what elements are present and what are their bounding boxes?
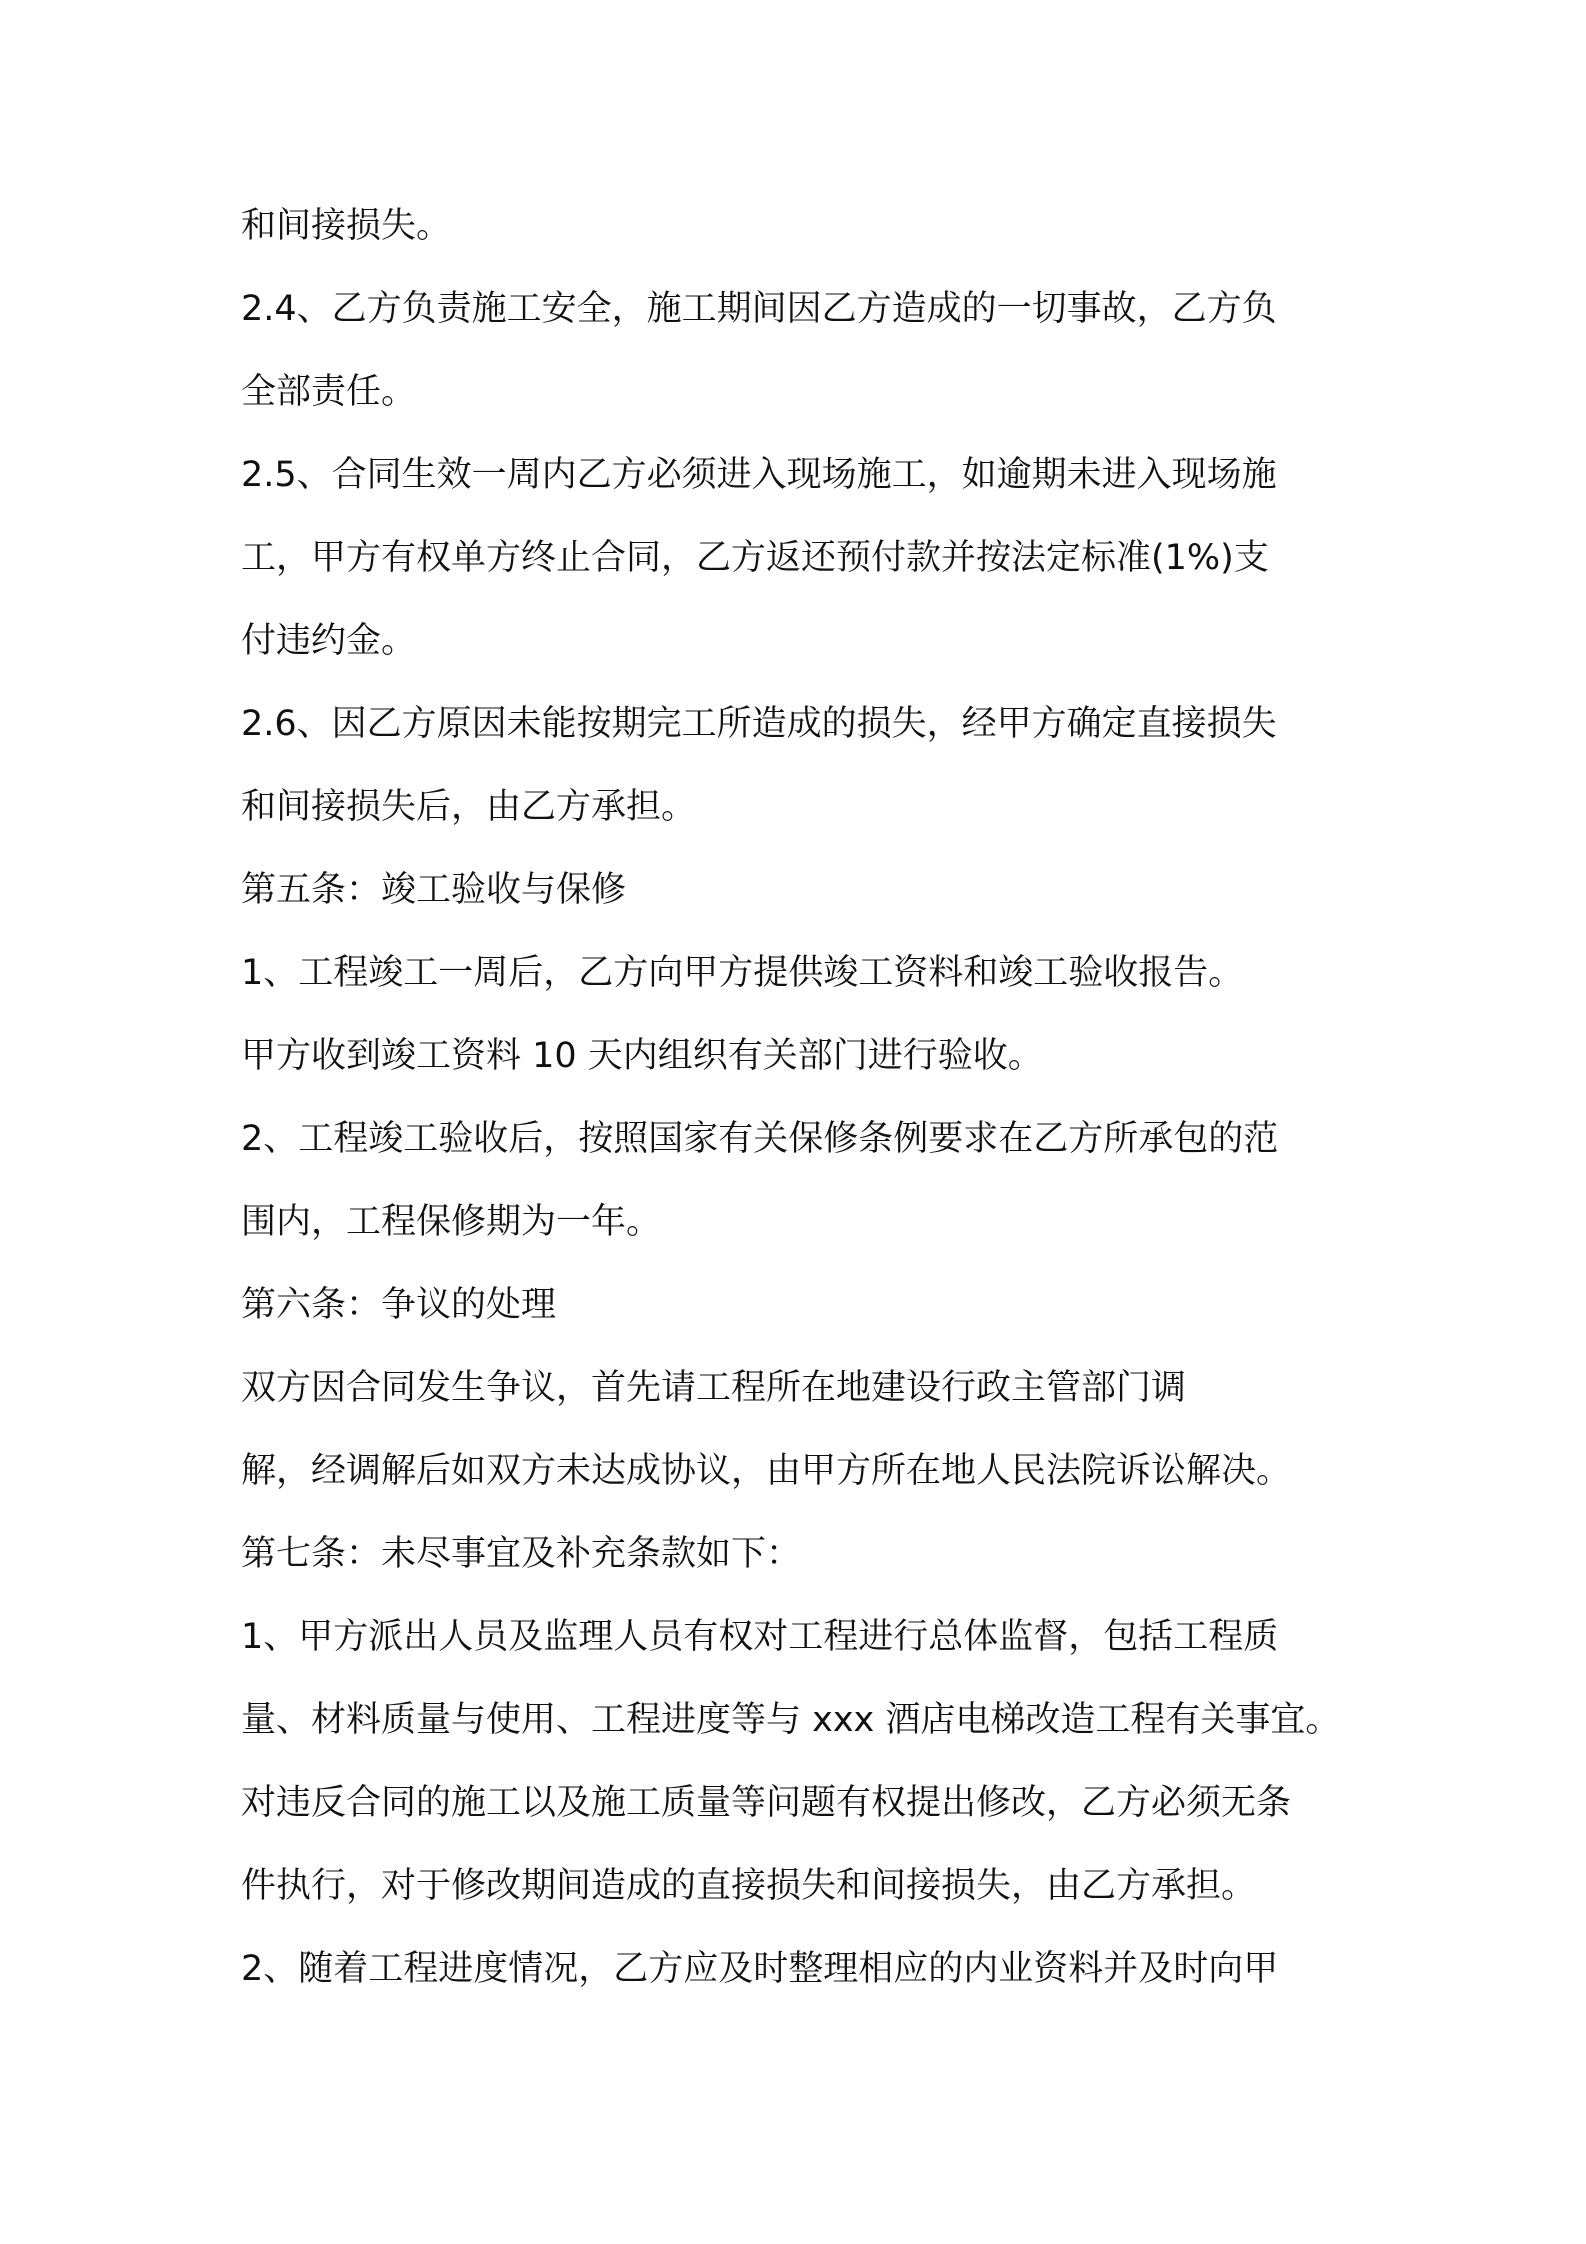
text-line: 双方因合同发生争议，首先请工程所在地建设行政主管部门调 bbox=[241, 1368, 1187, 1408]
text-line: 解，经调解后如双方未达成协议，由甲方所在地人民法院诉讼解决。 bbox=[241, 1451, 1292, 1491]
text-line: 1、甲方派出人员及监理人员有权对工程进行总体监督，包括工程质 bbox=[241, 1617, 1279, 1657]
text-line: 付违约金。 bbox=[241, 621, 417, 661]
text-line: 和间接损失。 bbox=[241, 206, 452, 246]
text-line: 对违反合同的施工以及施工质量等问题有权提出修改，乙方必须无条 bbox=[241, 1783, 1292, 1823]
section-heading: 第五条：竣工验收与保修 bbox=[241, 870, 627, 910]
text-line: 2、随着工程进度情况，乙方应及时整理相应的内业资料并及时向甲 bbox=[241, 1949, 1279, 1989]
text-line: 工，甲方有权单方终止合同，乙方返还预付款并按法定标准(1%)支 bbox=[241, 538, 1269, 578]
text-line: 2.5、合同生效一周内乙方必须进入现场施工，如逾期未进入现场施 bbox=[241, 455, 1277, 495]
text-line: 1、工程竣工一周后，乙方向甲方提供竣工资料和竣工验收报告。 bbox=[241, 953, 1244, 993]
text-line: 全部责任。 bbox=[241, 372, 417, 412]
section-heading: 第七条：未尽事宜及补充条款如下： bbox=[241, 1534, 802, 1574]
text-line: 甲方收到竣工资料 10 天内组织有关部门进行验收。 bbox=[241, 1036, 1043, 1076]
text-line: 2、工程竣工验收后，按照国家有关保修条例要求在乙方所承包的范 bbox=[241, 1119, 1279, 1159]
text-line: 和间接损失后，由乙方承担。 bbox=[241, 787, 697, 827]
text-line: 量、材料质量与使用、工程进度等与 xxx 酒店电梯改造工程有关事宜。 bbox=[241, 1700, 1341, 1740]
text-line: 2.6、因乙方原因未能按期完工所造成的损失，经甲方确定直接损失 bbox=[241, 704, 1277, 744]
text-line: 围内，工程保修期为一年。 bbox=[241, 1202, 662, 1242]
section-heading: 第六条：争议的处理 bbox=[241, 1285, 557, 1325]
text-line: 2.4、乙方负责施工安全，施工期间因乙方造成的一切事故，乙方负 bbox=[241, 289, 1277, 329]
text-line: 件执行，对于修改期间造成的直接损失和间接损失，由乙方承担。 bbox=[241, 1866, 1257, 1906]
